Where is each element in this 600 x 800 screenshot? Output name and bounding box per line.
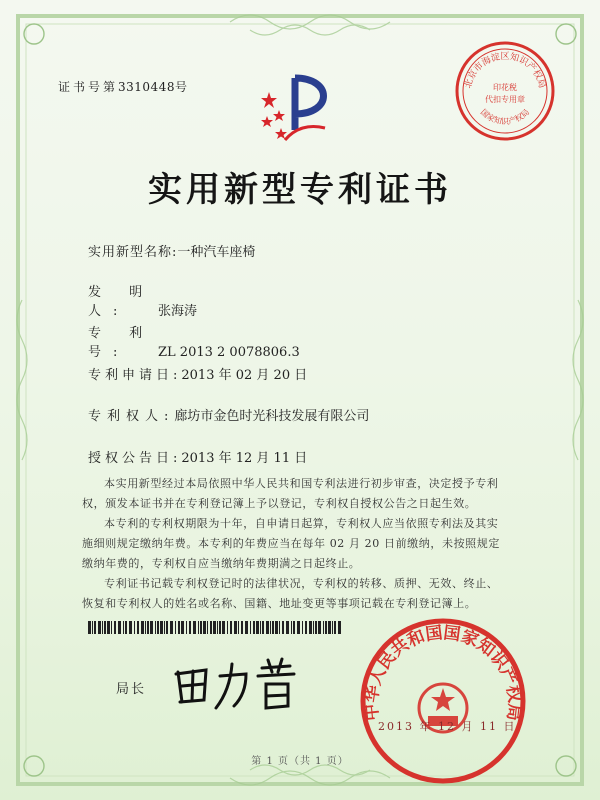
- barcode-bar: [305, 621, 307, 634]
- barcode: [88, 621, 343, 634]
- field-label: 专利权人:: [88, 409, 175, 424]
- barcode-bar: [334, 621, 336, 634]
- barcode-bar: [186, 621, 187, 634]
- barcode-bar: [111, 621, 112, 634]
- barcode-bar: [309, 621, 312, 634]
- field-utility-model-name: [88, 241, 255, 260]
- barcode-bar: [222, 621, 225, 634]
- barcode-bar: [262, 621, 264, 634]
- barcode-bar: [193, 621, 196, 634]
- barcode-bar: [181, 621, 184, 634]
- barcode-bar: [203, 621, 206, 634]
- barcode-bar: [227, 621, 228, 634]
- certificate-title: 实用新型专利证书: [148, 170, 452, 210]
- body-paragraph: 本专利的专利权期限为十年，自申请日起算，专利权人应当依照专利法及其实施细则规定缴纳年费。本专利的年费应当在每年 02 月 20 日前缴纳，未按照规定缴纳年费的，专利权自应当缴纳年费期满之日起终止。: [82, 517, 500, 570]
- barcode-bar: [175, 621, 176, 634]
- certificate-number: [58, 78, 187, 95]
- barcode-bar: [313, 621, 314, 634]
- barcode-bar: [155, 621, 156, 634]
- tax-seal-bottom-text: 国家知识产权局: [478, 107, 532, 127]
- barcode-bar: [328, 621, 331, 634]
- field-label: 发 明 人:: [88, 285, 155, 319]
- field-value: 廊坊市金色时光科技发展有限公司: [174, 409, 370, 424]
- barcode-bar: [318, 621, 321, 634]
- barcode-bar: [137, 621, 139, 634]
- barcode-bar: [293, 621, 295, 634]
- barcode-bar: [210, 621, 212, 634]
- director-signature: [158, 650, 308, 720]
- tax-seal-inner-2: 代扣专用章: [485, 95, 525, 104]
- barcode-bar: [282, 621, 284, 634]
- barcode-bar: [338, 621, 341, 634]
- certificate-number-label: 证书号第: [58, 80, 119, 94]
- barcode-bar: [297, 621, 300, 634]
- certificate-body: [82, 474, 502, 614]
- field-label: 专 利 号:: [88, 326, 155, 360]
- barcode-bar: [98, 621, 101, 634]
- barcode-bar: [166, 621, 168, 634]
- barcode-bar: [123, 621, 124, 634]
- field-patentee: [88, 405, 369, 424]
- field-label: 授权公告日:: [88, 451, 182, 466]
- barcode-bar: [129, 621, 132, 634]
- barcode-bar: [217, 621, 218, 634]
- barcode-bar: [125, 621, 127, 634]
- seal-date: 2013 年 12 月 11 日: [378, 720, 517, 733]
- barcode-bar: [118, 621, 121, 634]
- barcode-bar: [238, 621, 239, 634]
- barcode-bar: [256, 621, 259, 634]
- barcode-bar: [245, 621, 248, 634]
- barcode-bar: [170, 621, 173, 634]
- barcode-bar: [164, 621, 165, 634]
- barcode-bar: [92, 621, 93, 634]
- barcode-bar: [241, 621, 243, 634]
- field-label: 实用新型名称:: [88, 245, 178, 260]
- tax-seal: [452, 38, 558, 144]
- barcode-bar: [178, 621, 180, 634]
- barcode-bar: [147, 621, 149, 634]
- barcode-bar: [266, 621, 269, 634]
- barcode-bar: [102, 621, 103, 634]
- barcode-bar: [104, 621, 106, 634]
- barcode-bar: [323, 621, 324, 634]
- barcode-bar: [286, 621, 289, 634]
- barcode-bar: [160, 621, 163, 634]
- body-paragraph: 本实用新型经过本局依照中华人民共和国专利法进行初步审查，决定授予专利权，颁发本证书并在专利登记簿上予以登记，专利权自授权公告之日起生效。: [82, 477, 499, 510]
- barcode-bar: [260, 621, 261, 634]
- field-grant-date: [88, 447, 307, 466]
- field-inventor: [88, 281, 197, 319]
- barcode-bar: [145, 621, 146, 634]
- barcode-bar: [253, 621, 255, 634]
- barcode-bar: [279, 621, 280, 634]
- barcode-bar: [94, 621, 96, 634]
- tax-seal-inner-1: 印花税: [493, 83, 517, 92]
- barcode-bar: [150, 621, 153, 634]
- barcode-bar: [325, 621, 327, 634]
- body-paragraph: 专利证书记载专利权登记时的法律状况，专利权的转移、质押、无效、终止、恢复和专利权人的姓名或名称、国籍、地址变更等事项记载在专利登记簿上。: [82, 577, 499, 610]
- barcode-bar: [219, 621, 221, 634]
- barcode-bar: [291, 621, 292, 634]
- barcode-bar: [134, 621, 135, 634]
- seal-main-text: 中华人民共和国国家知识产权局: [361, 623, 525, 722]
- patent-office-logo: [255, 70, 335, 150]
- barcode-bar: [302, 621, 303, 634]
- barcode-bar: [315, 621, 317, 634]
- page-number: 第 1 页（共 1 页）: [251, 756, 349, 767]
- barcode-bar: [234, 621, 237, 634]
- barcode-bar: [141, 621, 144, 634]
- barcode-bar: [189, 621, 191, 634]
- barcode-bar: [270, 621, 271, 634]
- barcode-bar: [198, 621, 199, 634]
- certificate-number-suffix: 号: [174, 80, 188, 94]
- director-label: 局长: [116, 682, 147, 697]
- barcode-bar: [213, 621, 216, 634]
- tax-seal-text: 北京市海淀区知识产权局: [463, 52, 547, 90]
- barcode-bar: [200, 621, 202, 634]
- barcode-bar: [207, 621, 208, 634]
- field-application-date: [88, 364, 307, 383]
- barcode-bar: [272, 621, 274, 634]
- field-label: 专利申请日:: [88, 368, 182, 383]
- barcode-bar: [114, 621, 116, 634]
- field-value: 一种汽车座椅: [177, 245, 256, 260]
- barcode-bar: [332, 621, 333, 634]
- field-patent-number: [88, 322, 300, 360]
- field-value: ZL 2013 2 0078806.3: [158, 345, 300, 360]
- barcode-bar: [275, 621, 278, 634]
- barcode-bar: [250, 621, 251, 634]
- barcode-bar: [88, 621, 91, 634]
- field-value: 2013 年 02 月 20 日: [181, 368, 308, 383]
- field-value: 2013 年 12 月 11 日: [181, 451, 308, 466]
- field-value: 张海涛: [158, 304, 198, 319]
- barcode-bar: [107, 621, 110, 634]
- barcode-bar: [230, 621, 232, 634]
- certificate-number-value: 3310448: [118, 80, 175, 94]
- barcode-bar: [157, 621, 159, 634]
